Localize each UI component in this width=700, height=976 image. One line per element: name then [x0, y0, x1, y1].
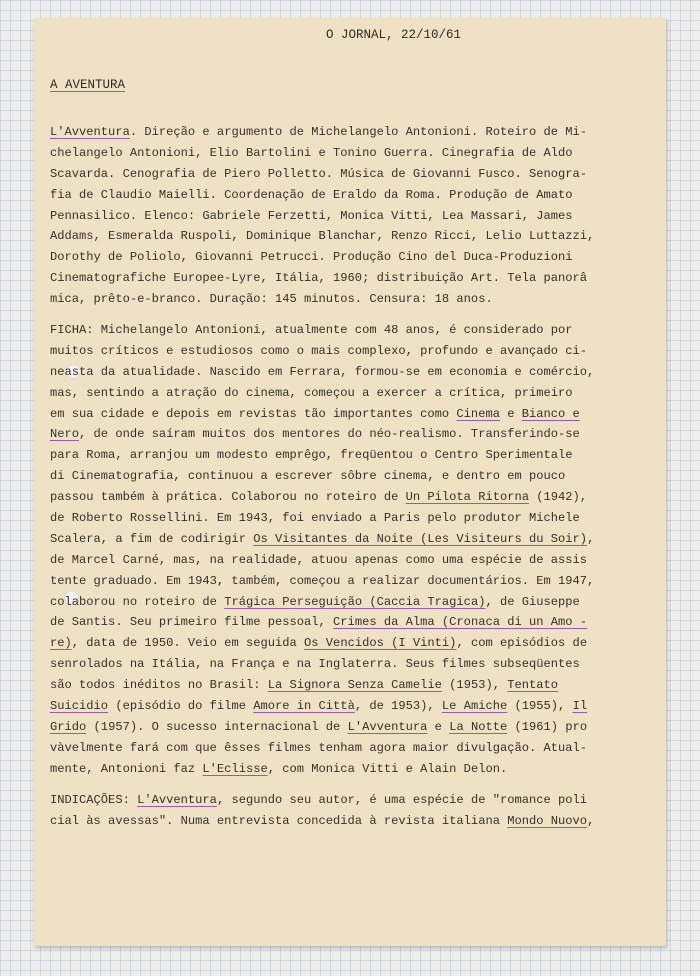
text-line — [50, 289, 630, 310]
text-segment: e — [427, 719, 450, 734]
paragraph-gap — [50, 310, 630, 320]
text-segment: Cinematografiche Europee-Lyre, Itália, 1960; distribuição Art. Tela panorâ — [50, 271, 588, 286]
text-line — [50, 487, 630, 508]
text-segment: FICHA: Michelangelo Antonioni, atualmente com 48 anos, é considerado por — [50, 323, 573, 338]
text-segment: neasta da atualidade. Nascido em Ferrara, formou-se em economia e comércio, — [50, 364, 595, 379]
text-segment: e — [499, 406, 522, 421]
text-line — [50, 122, 630, 143]
underlined-title: Trágica Perseguição (Caccia Tragica) — [224, 594, 486, 609]
text-line — [50, 550, 630, 571]
underlined-title: La Signora Senza Camelie — [267, 678, 442, 693]
underlined-title: Cinema — [456, 406, 500, 421]
text-line — [50, 811, 630, 832]
underlined-title: Tentato — [507, 678, 559, 693]
text-segment: são todos inéditos no Brasil: — [50, 678, 268, 693]
text-line — [50, 738, 630, 759]
text-segment: Pennasilico. Elenco: Gabriele Ferzetti, Monica Vitti, Lea Massari, James — [50, 208, 573, 223]
text-segment: , com Monica Vitti e Alain Delon. — [267, 761, 508, 776]
text-line — [50, 654, 630, 675]
underlined-title: Un Pilota Ritorna — [405, 490, 530, 505]
text-line — [50, 143, 630, 164]
text-segment: em sua cidade e depois em revistas tão importantes como — [50, 406, 457, 421]
text-segment: mica, prêto-e-branco. Duração: 145 minutos. Censura: 18 anos. — [50, 292, 493, 307]
underlined-title: Il — [572, 699, 588, 714]
text-line — [50, 759, 630, 780]
text-segment: , de Giuseppe — [485, 594, 580, 609]
text-line — [50, 675, 630, 696]
text-line — [50, 592, 630, 613]
text-segment: senrolados na Itália, na França e na Inglaterra. Seus filmes subseqüentes — [50, 657, 580, 672]
text-segment: , de 1953), — [354, 699, 442, 714]
text-segment: (1953), — [441, 678, 508, 693]
underlined-title: L'Avventura — [50, 125, 130, 139]
underlined-title: Bianco e — [521, 406, 580, 421]
text-segment: vàvelmente fará com que êsses filmes tenham agora maior divulgação. Atual- — [50, 740, 588, 755]
text-segment: (episódio do filme — [108, 699, 254, 714]
text-segment: di Cinematografia, continuou a escrever sôbre cinema, e dentro em pouco — [50, 469, 566, 484]
text-line — [50, 445, 630, 466]
text-segment: Scavarda. Cenografia de Piero Polletto. Música de Giovanni Fusco. Senogra- — [50, 166, 588, 181]
text-line — [50, 341, 630, 362]
text-line — [50, 247, 630, 268]
underlined-title: Os Visitantes da Noite (Les Visiteurs du Soir) — [253, 531, 588, 546]
underlined-title: L'Avventura — [347, 719, 428, 734]
text-segment: muitos críticos e estudiosos como o mais complexo, profundo e avançado ci- — [50, 343, 588, 358]
text-segment: (1957). O sucesso internacional de — [86, 719, 348, 734]
text-segment: de Santis. Seu primeiro filme pessoal, — [50, 615, 334, 630]
text-line — [50, 790, 630, 811]
underlined-title: Suicidio — [50, 699, 109, 714]
text-line — [50, 612, 630, 633]
text-segment: (1942), — [529, 490, 588, 505]
text-line — [50, 466, 630, 487]
text-line — [50, 529, 630, 550]
newspaper-source: O JORNAL, 22/10/61 — [326, 28, 462, 42]
text-line — [50, 226, 630, 247]
text-segment: cial às avessas". Numa entrevista concedida à revista italiana — [50, 813, 508, 828]
text-line — [50, 362, 630, 383]
text-line — [50, 268, 630, 289]
text-segment: INDICAÇÕES: — [50, 792, 138, 807]
text-segment: , de onde saíram muitos dos mentores do néo-realismo. Transferindo-se — [79, 427, 580, 442]
underlined-title: Nero — [50, 427, 80, 442]
article-body — [50, 122, 630, 831]
underlined-title: Grido — [50, 719, 87, 734]
text-line — [50, 320, 630, 341]
text-segment: (1961) pro — [507, 719, 588, 734]
text-segment: chelangelo Antonioni, Elio Bartolini e Tonino Guerra. Cinegrafia de Aldo — [50, 145, 573, 160]
text-segment: , — [587, 531, 595, 546]
text-segment: Addams, Esmeralda Ruspoli, Dominique Blanchar, Renzo Ricci, Lelio Luttazzi, — [50, 229, 595, 244]
text-segment: fia de Claudio Maielli. Coordenação de Eraldo da Roma. Produção de Amato — [50, 187, 573, 202]
text-segment: mente, Antonioni faz — [50, 761, 203, 776]
underlined-title: Os Vencidos (I Vinti) — [304, 636, 457, 651]
text-segment: passou também à prática. Colaborou no roteiro de — [50, 490, 406, 505]
text-segment: , data de 1950. Veio em seguida — [71, 636, 305, 651]
text-line — [50, 206, 630, 227]
underlined-title: Mondo Nuovo — [507, 813, 588, 828]
text-line — [50, 571, 630, 592]
text-segment: , — [587, 813, 595, 828]
paragraph-ficha — [50, 320, 630, 780]
underlined-title: Le Amiche — [441, 699, 508, 714]
underlined-title: Crimes da Alma (Cronaca di un Amo - — [333, 615, 588, 630]
text-segment: , com episódios de — [456, 636, 588, 651]
underlined-title: L'Eclisse — [202, 761, 268, 776]
article-title: A AVENTURA — [50, 78, 126, 92]
text-line — [50, 164, 630, 185]
underlined-title: Amore in Città — [253, 699, 355, 714]
text-segment: tente graduado. Em 1943, também, começou a realizar documentários. Em 1947, — [50, 573, 595, 588]
text-segment: Dorothy de Poliolo, Giovanni Petrucci. Produção Cino del Duca-Produzioni — [50, 250, 573, 265]
text-segment: de Roberto Rossellini. Em 1943, foi enviado a Paris pelo produtor Michele — [50, 511, 580, 526]
text-line — [50, 424, 630, 445]
text-line — [50, 185, 630, 206]
paragraph-credits — [50, 122, 630, 310]
text-segment: para Roma, arranjou um modesto emprêgo, freqüentou o Centro Sperimentale — [50, 448, 573, 463]
text-segment: Scalera, a fim de codirigir — [50, 531, 254, 546]
underlined-title: L'Avventura — [137, 792, 217, 807]
text-line — [50, 717, 630, 738]
text-line — [50, 383, 630, 404]
text-line — [50, 696, 630, 717]
paragraph-indicacoes — [50, 790, 630, 832]
text-segment: , segundo seu autor, é uma espécie de "romance poli — [216, 792, 588, 807]
paragraph-gap — [50, 780, 630, 790]
text-segment: mas, sentindo a atração do cinema, começou a exercer a crítica, primeiro — [50, 385, 573, 400]
underlined-title: re) — [50, 636, 72, 651]
text-line — [50, 508, 630, 529]
text-line — [50, 633, 630, 654]
text-segment: de Marcel Carné, mas, na realidade, atuou apenas como uma espécie de assis — [50, 552, 588, 567]
text-segment: colaborou no roteiro de — [50, 594, 225, 609]
text-segment: (1955), — [507, 699, 573, 714]
text-line — [50, 404, 630, 425]
text-segment: . Direção e argumento de Michelangelo Antonioni. Roteiro de Mi- — [129, 125, 588, 139]
underlined-title: La Notte — [449, 719, 508, 734]
